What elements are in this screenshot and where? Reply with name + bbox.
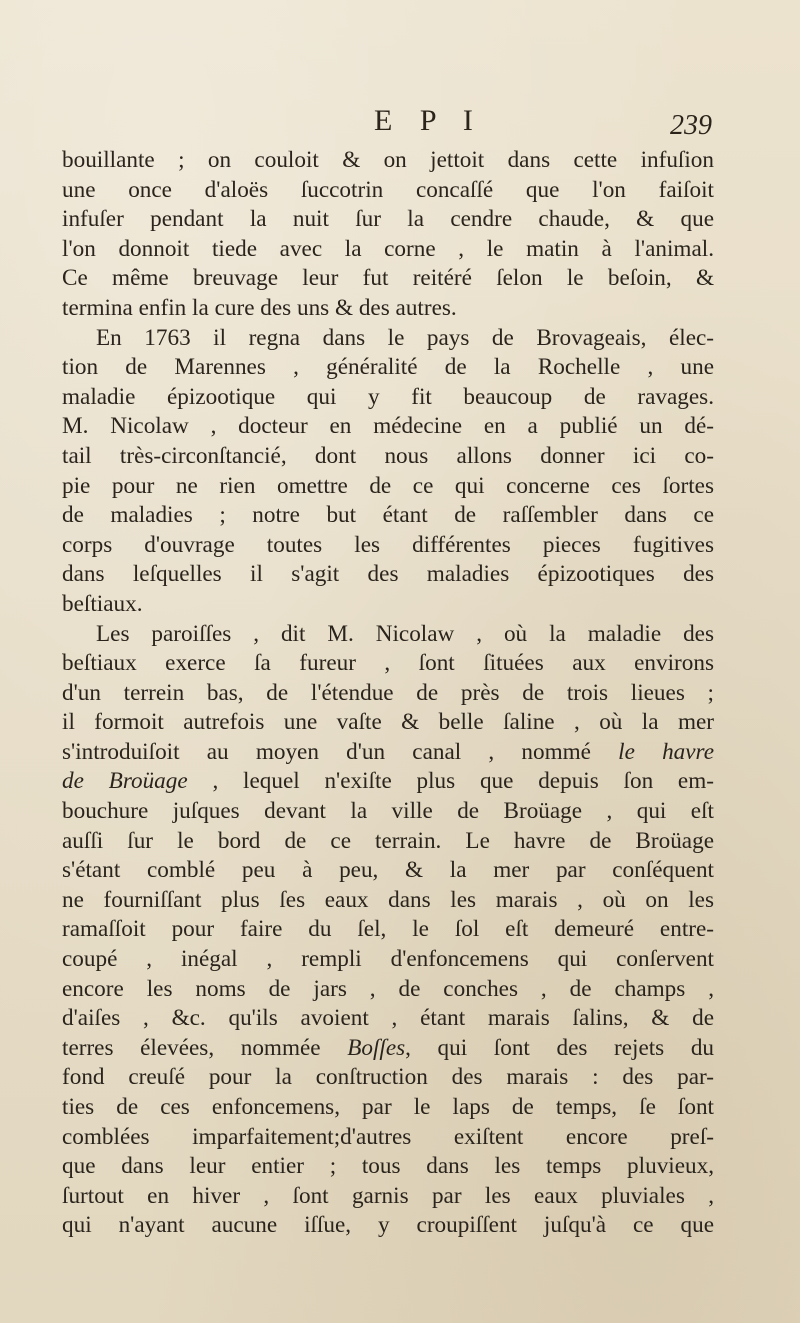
page-number: 239: [670, 110, 712, 141]
italic-phrase: Boſſes: [347, 1034, 406, 1061]
text-line: de maladies ; notre but étant de raſſembler dans ce: [62, 502, 714, 529]
text-segment: , qui ſont des rejets du: [405, 1034, 715, 1061]
text-line: bouillante ; on couloit & on jettoit dans cette infuſion: [62, 147, 714, 173]
text-line: l'on donnoit tiede avec la corne , le matin à l'animal.: [62, 235, 714, 262]
text-line: termina enfin la cure des uns & des autres.: [62, 294, 457, 321]
text-line: bouchure juſques devant la ville de Broüage , qui eſt: [62, 798, 714, 825]
text-line: corps d'ouvrage toutes les différentes pieces fugitives: [62, 531, 714, 558]
text-line: Ce même breuvage leur fut reitéré ſelon le beſoin, &: [62, 265, 714, 292]
text-line: infuſer pendant la nuit ſur la cendre chaude, & que: [62, 206, 714, 233]
text-line: ramaſſoit pour faire du ſel, le ſol eſt demeuré entre-: [62, 916, 714, 943]
text-line: ſurtout en hiver , ſont garnis par les eaux pluviales ,: [62, 1182, 714, 1209]
text-segment: terres élevées, nommée: [62, 1034, 321, 1061]
text-line: il formoit autrefois une vaſte & belle ſaline , où la mer: [62, 709, 714, 736]
text-line: beſtiaux exerce ſa fureur , ſont ſituées aux environs: [62, 650, 714, 677]
paragraph-start: En 1763 il regna dans le pays de Brovageais, élec-: [96, 324, 714, 351]
text-line: d'aiſes , &c. qu'ils avoient , étant marais ſalins, & de: [62, 1005, 714, 1032]
text-line: comblées imparfaitement;d'autres exiſtent encore preſ-: [62, 1123, 714, 1150]
text-line: d'un terrein bas, de l'étendue de près de trois lieues ;: [62, 679, 714, 706]
italic-phrase: de Broüage: [62, 768, 188, 795]
text-line-with-italic: [62, 738, 714, 768]
text-line-with-italic: [62, 1034, 714, 1064]
text-line: une once d'aloës ſuccotrin concaſſé que l'on faiſoit: [62, 176, 714, 203]
text-line: maladie épizootique qui y fit beaucoup de ravages.: [62, 383, 714, 410]
text-line: coupé , inégal , rempli d'enfoncemens qui conſervent: [62, 946, 714, 973]
text-line: ties de ces enfoncemens, par le laps de temps, ſe ſont: [62, 1094, 714, 1120]
text-line: ne fourniſſant plus ſes eaux dans les marais , où on les: [62, 886, 714, 913]
text-segment: s'introduiſoit au moyen d'un canal , nommé: [62, 738, 591, 765]
text-line: beſtiaux.: [62, 590, 143, 617]
text-line: dans leſquelles il s'agit des maladies épizootiques des: [62, 561, 714, 588]
text-line: pie pour ne rien omettre de ce qui concerne ces ſortes: [62, 472, 714, 499]
text-line: fond creuſé pour la conſtruction des marais : des par-: [62, 1064, 714, 1091]
text-line-with-italic: [62, 767, 714, 797]
text-line: auſſi ſur le bord de ce terrain. Le havre de Broüage: [62, 827, 714, 854]
text-line: encore les noms de jars , de conches , de champs ,: [62, 975, 714, 1002]
text-line: qui n'ayant aucune iſſue, y croupiſſent juſqu'à ce que: [62, 1212, 714, 1239]
text-line: s'étant comblé peu à peu, & la mer par conſéquent: [62, 857, 714, 884]
paragraph-start: Les paroiſſes , dit M. Nicolaw , où la maladie des: [96, 620, 714, 647]
italic-phrase: le havre: [618, 738, 715, 765]
text-line: M. Nicolaw , docteur en médecine en a publié un dé-: [62, 413, 714, 440]
page-header: [62, 104, 712, 144]
body-text: [62, 146, 714, 1241]
running-head: E P I: [374, 104, 483, 137]
text-line: que dans leur entier ; tous dans les temps pluvieux,: [62, 1153, 714, 1180]
text-segment: , lequel n'exiſte plus que depuis ſon em-: [187, 768, 714, 795]
text-line: tail très-circonſtancié, dont nous allons donner ici co-: [62, 442, 714, 469]
text-line: tion de Marennes , généralité de la Rochelle , une: [62, 354, 714, 381]
